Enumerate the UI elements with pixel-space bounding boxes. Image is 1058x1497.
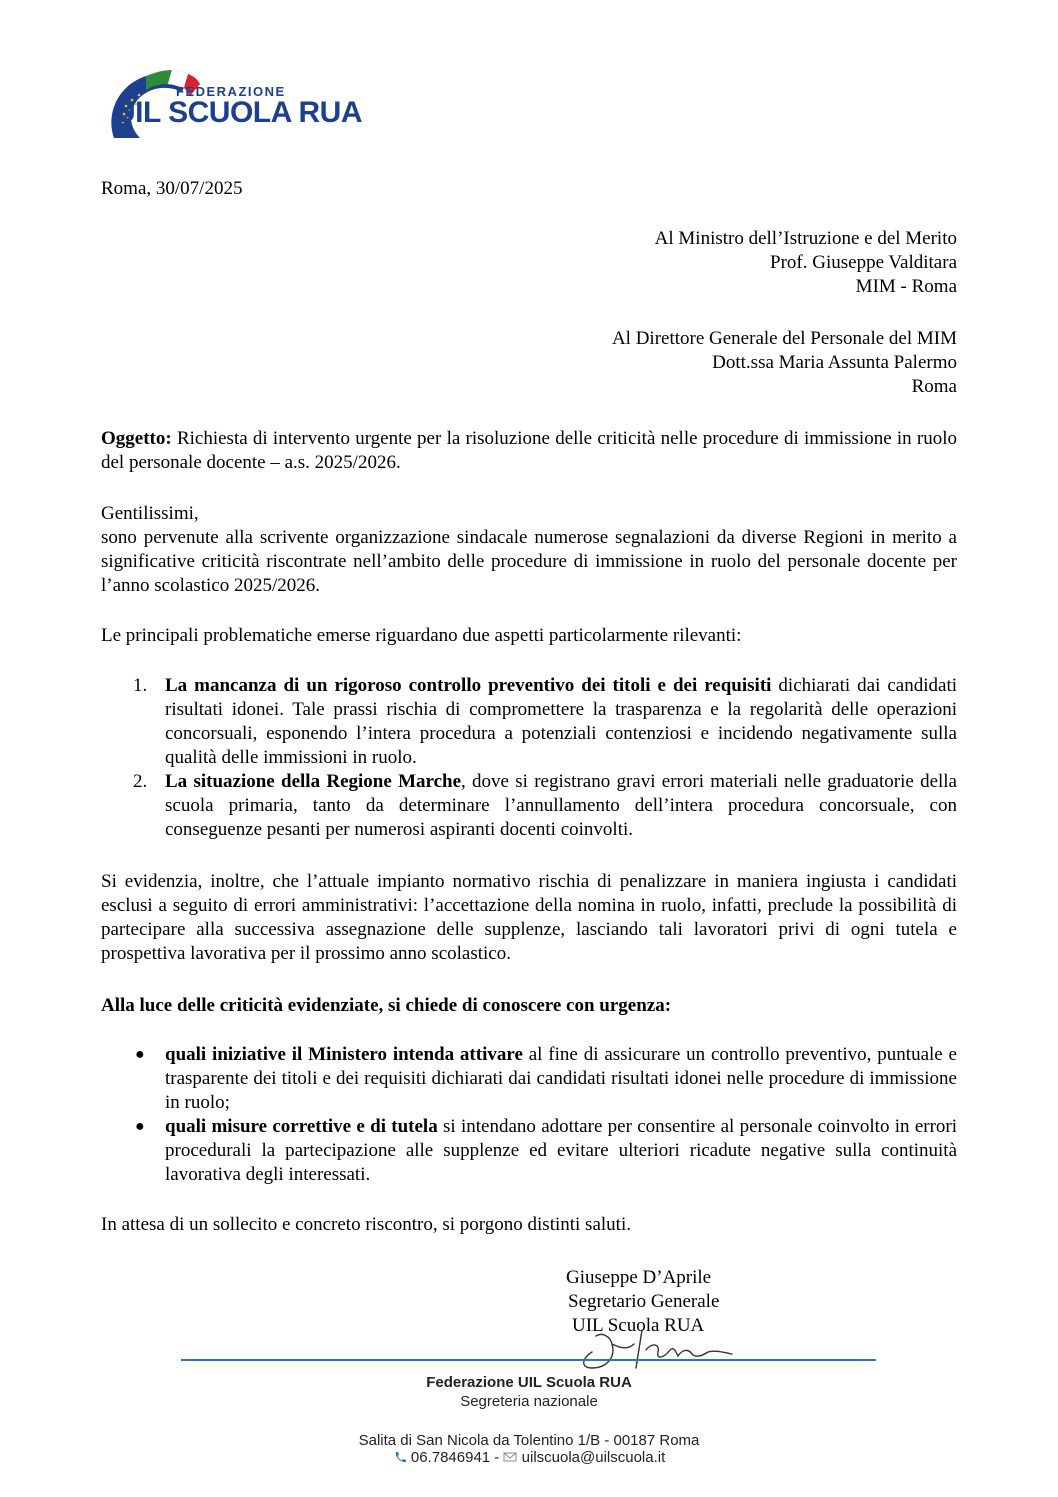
greeting: Gentilissimi, <box>101 503 199 524</box>
request-text: al fine di assicurare un controllo preventivo, puntuale e trasparente dei titoli e dei requisiti dichiarati dai candidati risultati idonei nelle procedure di immissione in ruolo; <box>165 1044 957 1113</box>
subject-text: Richiesta di intervento urgente per la risoluzione delle criticità nelle procedure di immissione in ruolo del personale docente – a.s. 2025/2026. <box>101 428 957 473</box>
footer-separator: - <box>494 1449 500 1466</box>
list-item <box>101 770 957 842</box>
logo-name: UIL SCUOLA RUA <box>114 96 362 129</box>
list-item <box>101 1043 957 1115</box>
request-bold: quali iniziative il Ministero intenda attivare <box>165 1044 523 1065</box>
recipient-line: Al Ministro dell’Istruzione e del Merito <box>654 228 957 249</box>
requests-list <box>101 1043 957 1187</box>
footer-org: Federazione UIL Scuola RUA <box>426 1374 632 1391</box>
issue-text: , dove si registrano gravi errori materiali nelle graduatorie della scuola primaria, tanto da determinare l’annullamento dell’intera procedura concorsuale, con conseguenze pesanti per numerosi aspiranti docenti coinvolti. <box>165 771 957 840</box>
phone-icon <box>393 1451 407 1463</box>
closing-paragraph <box>101 1213 957 1237</box>
subject-label: Oggetto: <box>101 428 172 449</box>
issues-intro-text: Le principali problematiche emerse riguardano due aspetti particolarmente rilevanti: <box>101 625 742 646</box>
list-item <box>101 1115 957 1187</box>
recipient-line: MIM - Roma <box>855 276 957 297</box>
footer <box>0 1374 1058 1466</box>
recipient-block-minister <box>655 227 957 299</box>
footer-address: Salita di San Nicola da Tolentino 1/B - 00187 Roma <box>358 1432 700 1449</box>
list-number: 2. <box>133 771 148 792</box>
list-item <box>101 674 957 770</box>
issue-bold: La mancanza di un rigoroso controllo preventivo dei titoli e dei requisiti <box>165 675 772 696</box>
footer-email[interactable]: uilscuola@uilscuola.it <box>521 1449 666 1466</box>
bullet-icon: ● <box>135 1046 145 1063</box>
signatory-name: Giuseppe D’Aprile <box>566 1267 712 1288</box>
evidence-text: Si evidenzia, inoltre, che l’attuale impianto normativo rischia di penalizzare in maniera ingiusta i candidati esclusi a seguito di errori amministrativi: l’accettazione della nomina in ruolo, infatti, preclude la possibilità di partecipare alla successiva assegnazione delle supplenze, lasciando tali lavoratori privi di ogni tutela e prospettiva lavorativa per il prossimo anno scolastico. <box>101 871 957 964</box>
signatory-org: UIL Scuola RUA <box>572 1315 705 1336</box>
issue-bold: La situazione della Regione Marche <box>165 771 462 792</box>
logo-federazione: FEDERAZIONE <box>176 84 286 99</box>
issues-list <box>101 674 957 842</box>
footer-rule <box>181 1359 876 1361</box>
intro-section <box>101 502 957 598</box>
footer-contacts <box>0 1449 1058 1466</box>
request-bold: quali misure correttive e di tutela <box>165 1116 438 1137</box>
footer-dept: Segreteria nazionale <box>460 1393 598 1410</box>
recipient-line: Dott.ssa Maria Assunta Palermo <box>712 352 957 373</box>
subject-paragraph <box>101 427 957 475</box>
request-text: si intendano adottare per consentire al personale coinvolto in errori procedurali la partecipazione alle supplenze ed evitare ulteriori ricadute negative sulla continuità lavorativa degli interessati. <box>165 1116 958 1185</box>
list-number: 1. <box>133 675 148 696</box>
request-heading-text: Alla luce delle criticità evidenziate, si chiede di conoscere con urgenza: <box>101 995 672 1016</box>
evidence-paragraph <box>101 870 957 966</box>
request-heading <box>101 994 957 1018</box>
recipient-line: Al Direttore Generale del Personale del MIM <box>611 328 957 349</box>
bullet-icon: ● <box>135 1118 145 1135</box>
date-line: Roma, 30/07/2025 <box>101 178 243 199</box>
closing-text: In attesa di un sollecito e concreto riscontro, si porgono distinti saluti. <box>101 1214 631 1235</box>
recipient-line: Prof. Giuseppe Valditara <box>770 252 957 273</box>
signatory-role: Segretario Generale <box>568 1291 720 1312</box>
mail-icon <box>503 1451 517 1463</box>
recipient-block-director <box>612 327 957 399</box>
issue-text: dichiarati dai candidati risultati idonei. Tale prassi rischia di compromettere la trasparenza e la regolarità delle operazioni concorsuali, esponendo l’intera procedura a potenziali contenziosi e incidendo negativamente sulla qualità delle immissioni in ruolo. <box>165 675 957 768</box>
recipient-line: Roma <box>911 376 957 397</box>
footer-phone: 06.7846941 <box>410 1449 491 1466</box>
handwritten-signature <box>572 1322 737 1374</box>
intro-paragraph: sono pervenute alla scrivente organizzazione sindacale numerose segnalazioni da diverse Regioni in merito a significative criticità riscontrate nell’ambito delle procedure di immissione in ruolo del personale docente per l’anno scolastico 2025/2026. <box>101 527 957 596</box>
issues-intro <box>101 624 957 648</box>
